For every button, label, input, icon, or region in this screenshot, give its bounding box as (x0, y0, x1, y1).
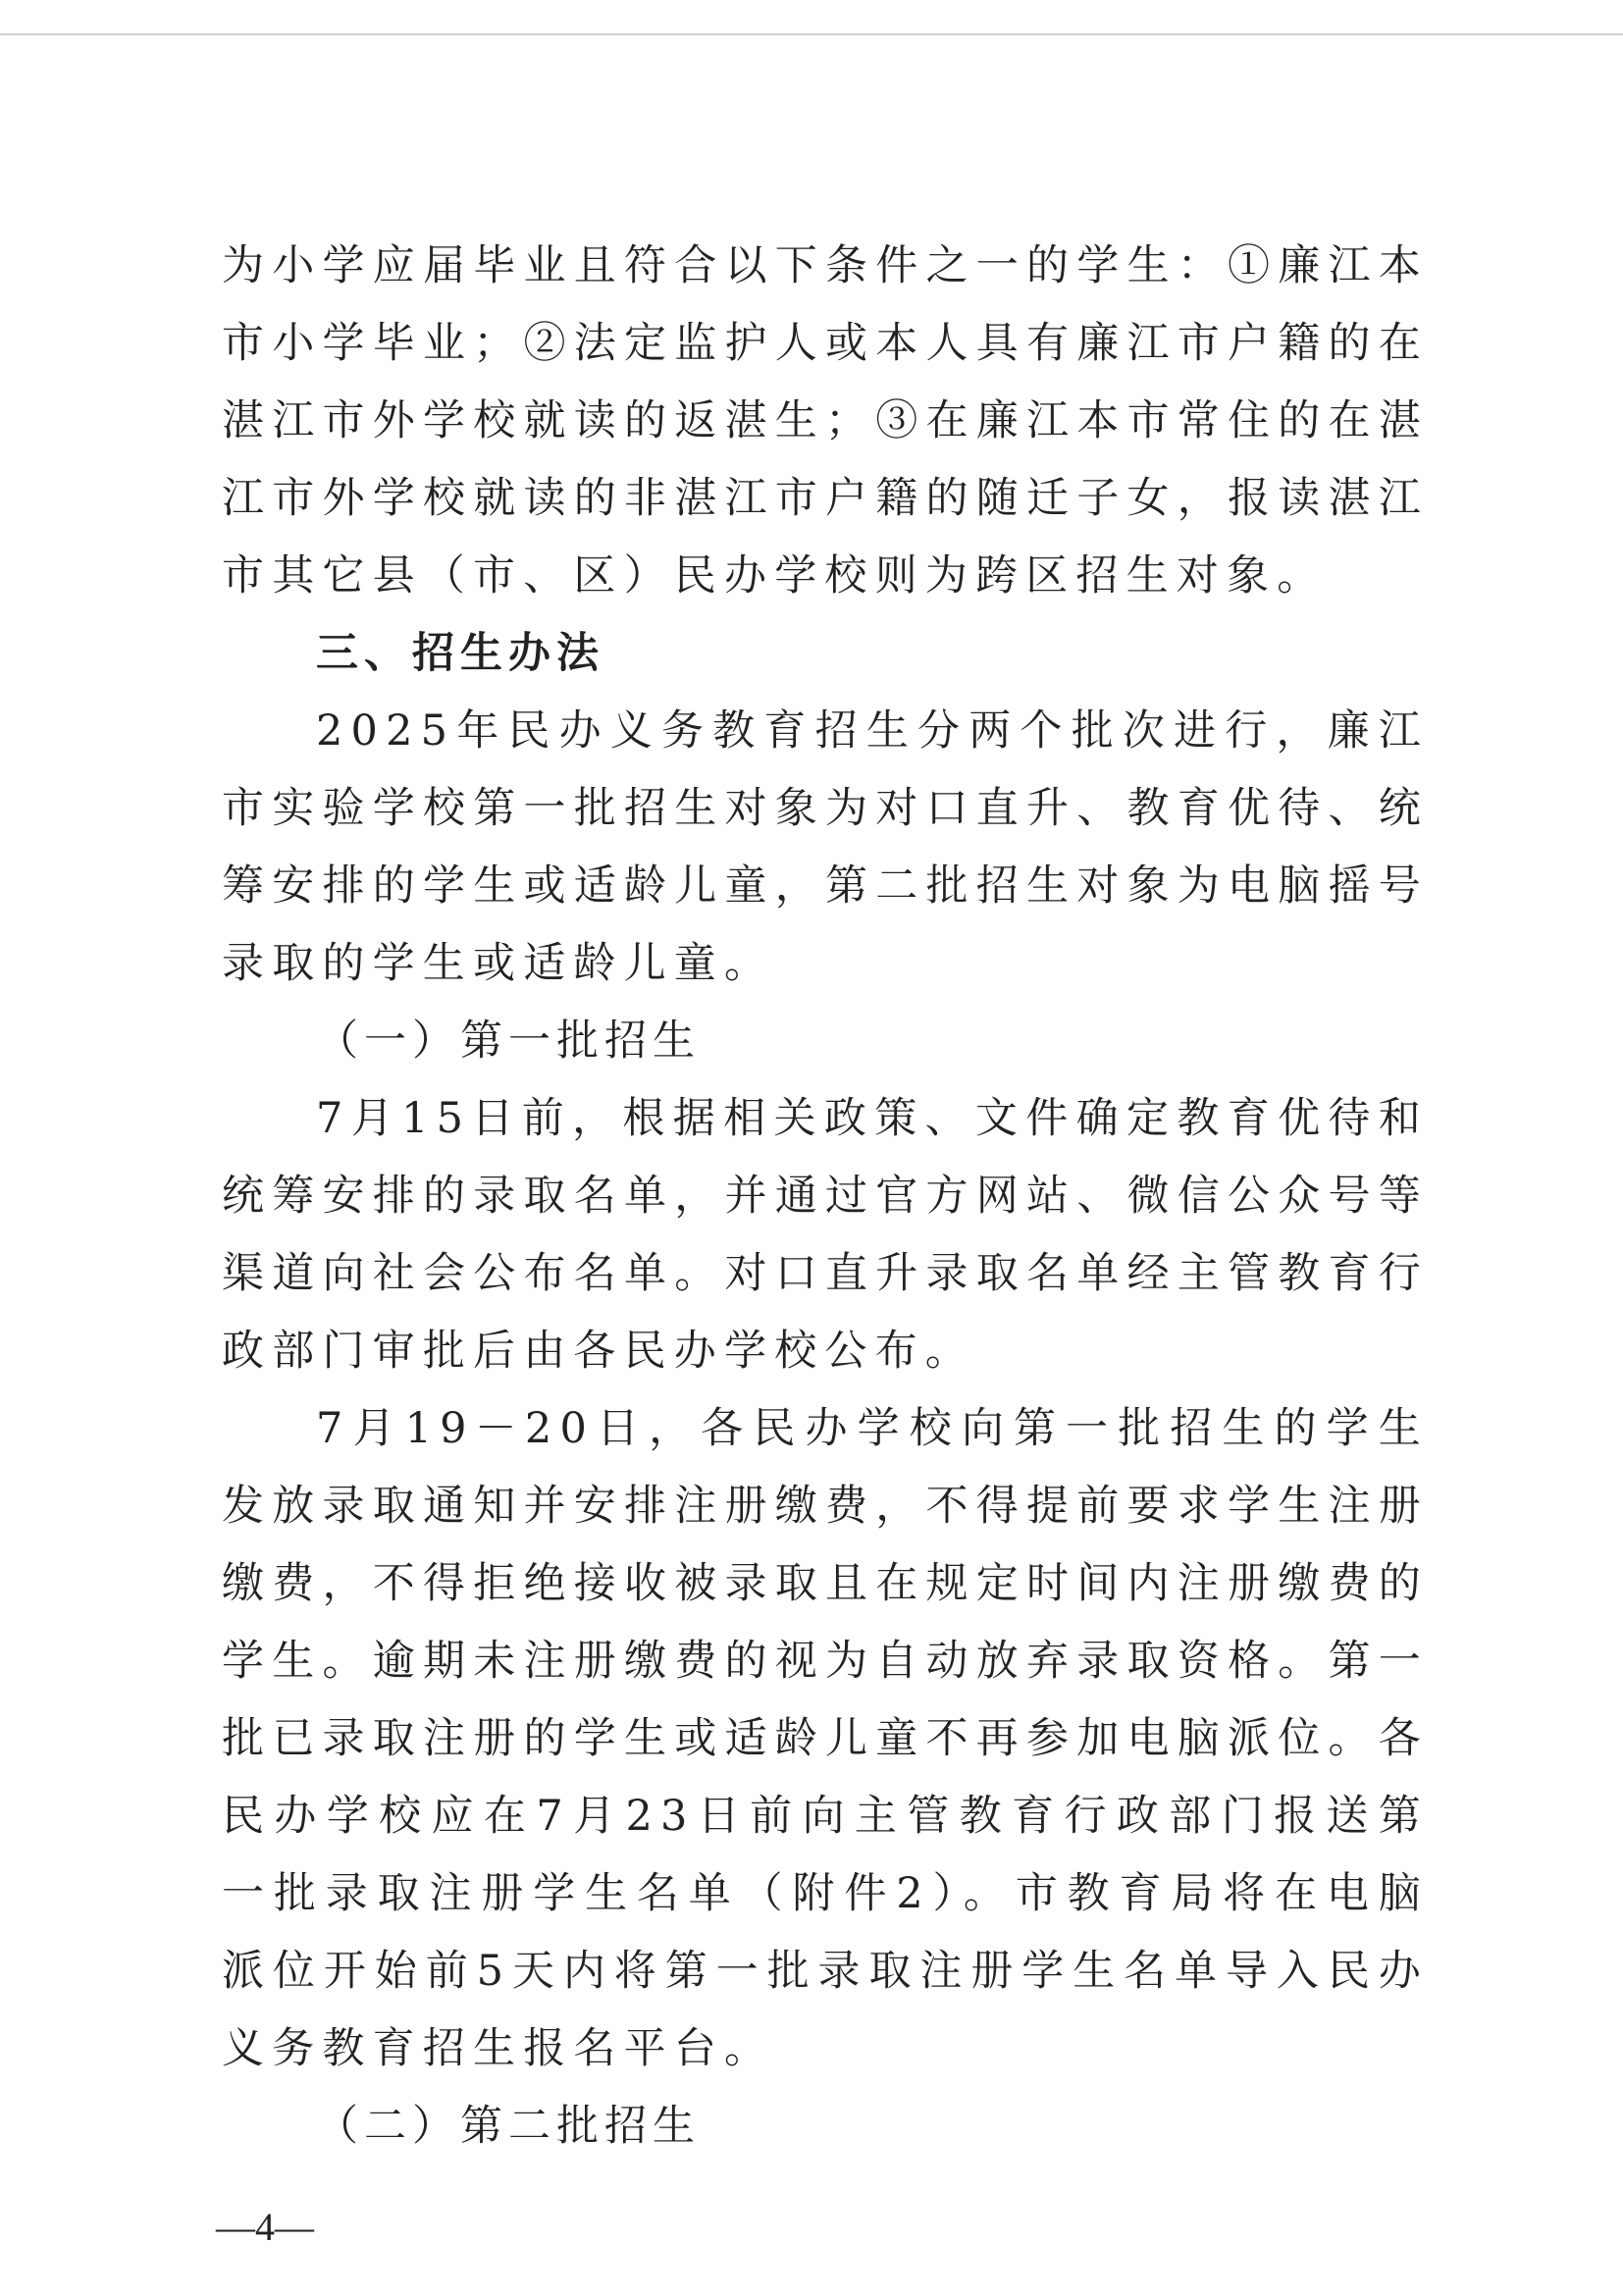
paragraph-two-batches: 2025年民办义务教育招生分两个批次进行，廉江市实验学校第一批招生对象为对口直升、教育优待、统筹安排的学生或适龄儿童，第二批招生对象为电脑摇号录取的学生或适龄儿童。 (222, 706, 1429, 988)
subheading-first-batch: （一）第一批招生 (316, 1017, 701, 1066)
top-edge-rule (0, 33, 1623, 35)
paragraph-first-batch-list: 7月15日前，根据相关政策、文件确定教育优待和统筹安排的录取名单，并通过官方网站、微信公众号等渠道向社会公布名单。对口直升录取名单经主管教育行政部门审批后由各民办学校公布。 (222, 1094, 1429, 1376)
paragraph-first-batch-registration: 7月19－20日，各民办学校向第一批招生的学生发放录取通知并安排注册缴费，不得提前要求学生注册缴费，不得拒绝接收被录取且在规定时间内注册缴费的学生。逾期未注册缴费的视为自动放弃录取资格。第一批已录取注册的学生或适龄儿童不再参加电脑派位。各民办学校应在7月23日前向主管教育行政部门报送第一批录取注册学生名单（附件2）。市教育局将在电脑派位开始前5天内将第一批录取注册学生名单导入民办义务教育招生报名平台。 (222, 1404, 1429, 2073)
section-heading-enrollment-methods: 三、招生办法 (316, 629, 604, 678)
paragraph-eligibility-continued: 为小学应届毕业且符合以下条件之一的学生：①廉江本市小学毕业；②法定监护人或本人具有廉江市户籍的在湛江市外学校就读的返湛生；③在廉江本市常住的在湛江市外学校就读的非湛江市户籍的随迁子女，报读湛江市其它县（市、区）民办学校则为跨区招生对象。 (222, 241, 1429, 600)
page-number: —4— (216, 2205, 314, 2249)
document-body (222, 228, 1429, 2166)
subheading-second-batch: （二）第二批招生 (316, 2102, 701, 2151)
